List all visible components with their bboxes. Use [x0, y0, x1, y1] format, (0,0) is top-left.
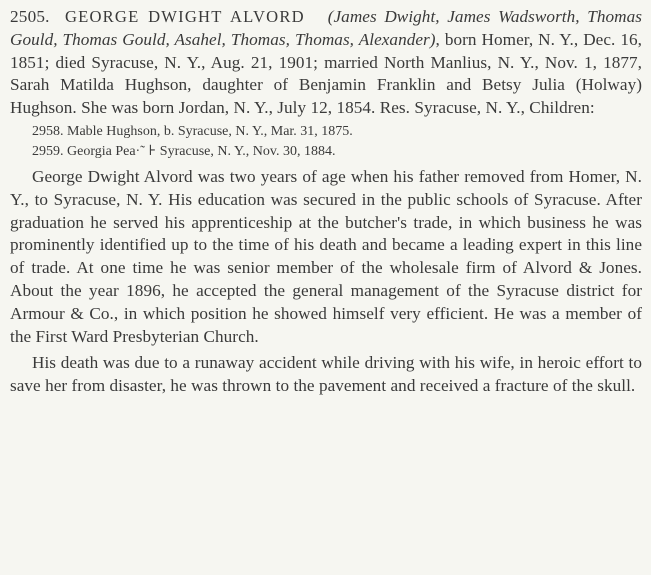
death-paragraph: His death was due to a runaway accident while driving with his wife, in heroic effort to save her from disaster, he was thrown to the pavement and received a fracture of the skull. — [10, 353, 642, 396]
person-name: GEORGE DWIGHT ALVORD — [64, 7, 305, 26]
child-item: 2958. Mable Hughson, b. Syracuse, N. Y., Mar. 31, 1875. — [32, 123, 353, 139]
entry-number: 2505. — [10, 7, 50, 26]
lineage: (James Dwight, James Wadsworth, Thomas Gould, Thomas Gould, Asahel, Thomas, Thomas, Alexander) — [10, 7, 642, 49]
vital-records: , born Homer, N. Y., Dec. 16, 1851; died Syracuse, N. Y., Aug. 21, 1901; married North Manlius, N. Y., Nov. 1, 1877, Sarah Matilda Hughson, daughter of Benjamin Franklin and Betsy Julia (Holway) Hughson. She was born Jordan, N. Y., July 12, 1854. Res. Syracuse, N. Y., Children: — [10, 29, 642, 118]
entry-paragraph — [10, 6, 642, 120]
biography-paragraph: George Dwight Alvord was two years of age when his father removed from Homer, N. Y., to Syracuse, N. Y. His education was secured in the public schools of Syracuse. After graduation he served his apprenticeship at the butcher's trade, in which business he was prominently identified up to the time of his death and became a leading expert in this line of trade. At one time he was senior member of the wholesale firm of Alvord & Jones. About the year 1896, he accepted the general management of the Syracuse district for Armour & Co., in which position he showed himself very efficient. He was a member of the First Ward Presbyterian Church. — [10, 166, 642, 346]
genealogy-page — [10, 6, 642, 398]
children-list — [10, 122, 642, 162]
child-item: 2959. Georgia Pea·˜ ⊦ Syracuse, N. Y., Nov. 30, 1884. — [32, 143, 336, 159]
